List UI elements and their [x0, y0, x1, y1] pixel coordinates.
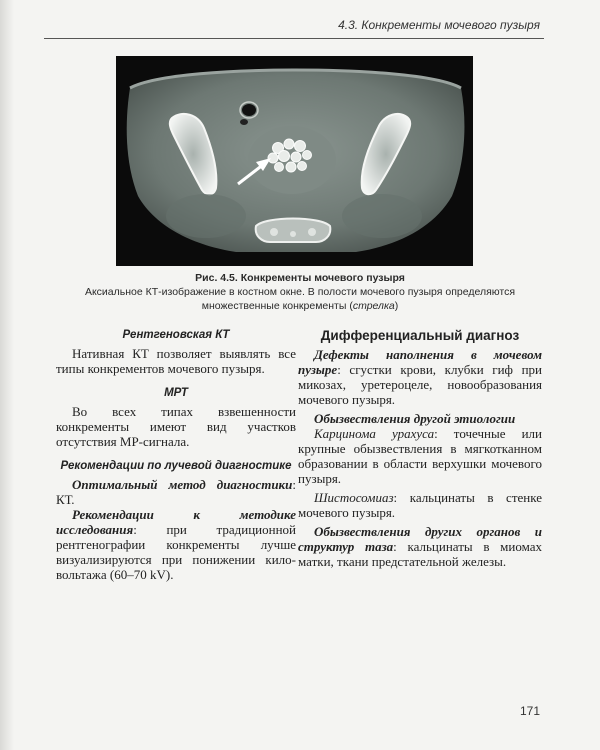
section-heading-mri: МРТ — [164, 387, 188, 399]
header-rule — [44, 38, 544, 39]
bladder-stones — [268, 139, 312, 172]
section-heading-ct: Рентгеновская КТ — [122, 329, 230, 341]
page-number: 171 — [519, 704, 540, 718]
technique-paragraph — [56, 507, 296, 582]
other-organs-paragraph — [298, 524, 542, 569]
other-calcification-heading: Обызвествления другой этиологии — [314, 411, 516, 426]
filling-defects-text: : сгустки крови, клубки гиф при микозах, уретероцеле, новообразования мочевого пузыря. — [298, 362, 542, 407]
optimal-method-paragraph — [56, 477, 296, 507]
filling-defects-paragraph — [298, 347, 542, 407]
ct-image — [116, 56, 473, 266]
figure-title: Рис. 4.5. Конкременты мочевого пузыря — [195, 272, 405, 284]
urachus-label: Карцинома урахуса — [314, 426, 435, 441]
figure-caption — [60, 271, 540, 313]
optimal-method-text: : КТ. — [56, 477, 296, 507]
bowel-gas — [242, 104, 256, 116]
schisto-paragraph — [298, 490, 542, 520]
urachus-text: : точечные или крупные обызвествления в мягкотканном образовании в области верхушки мочевого пузыря. — [298, 426, 542, 486]
section-heading-differential: Дифференциальный диагноз — [320, 328, 520, 343]
left-column — [56, 328, 296, 592]
ct-figure — [116, 56, 473, 266]
sacrum — [256, 219, 331, 243]
caption-text: множественные конкременты ( — [201, 300, 353, 312]
technique-label: Рекомендации к методике исследования — [56, 507, 296, 537]
schisto-label: Шистосомиаз — [314, 490, 394, 505]
other-organs-label: Обызвествления других органов и структур таза — [298, 524, 542, 554]
urachus-paragraph — [298, 426, 542, 486]
figure-caption-line: Аксиальное КТ-изображение в костном окне. В полости мочевого пузыря определяются — [84, 286, 516, 298]
section-heading-recommendations: Рекомендации по лучевой диагностике — [60, 460, 292, 472]
caption-arrow-word: стрелка — [352, 300, 395, 312]
right-column — [298, 328, 542, 579]
filling-defects-label: Дефекты наполнения в мочевом пузыре — [298, 347, 542, 377]
mri-paragraph: Во всех типах взвешенности конкременты имеют вид участков отсутствия МР-сигнала. — [56, 404, 296, 449]
optimal-method-label: Оптимальный метод диагностики — [72, 477, 293, 492]
caption-text-end: ) — [394, 300, 399, 312]
other-organs-text: : кальцинаты в миомах матки, ткани предстательной железы. — [298, 539, 543, 569]
figure-caption-line-2 — [60, 299, 540, 313]
technique-text: : при традиционной рентгенографии конкременты лучше визуализируются при понижении киловольтажа (60–70 kV). — [56, 522, 296, 582]
ct-paragraph: Нативная КТ позволяет выявлять все типы конкрементов мочевого пузыря. — [56, 346, 296, 376]
running-header: 4.3. Конкременты мочевого пузыря — [338, 18, 540, 32]
schisto-text: : кальцинаты в стенке мочевого пузыря. — [298, 490, 542, 520]
